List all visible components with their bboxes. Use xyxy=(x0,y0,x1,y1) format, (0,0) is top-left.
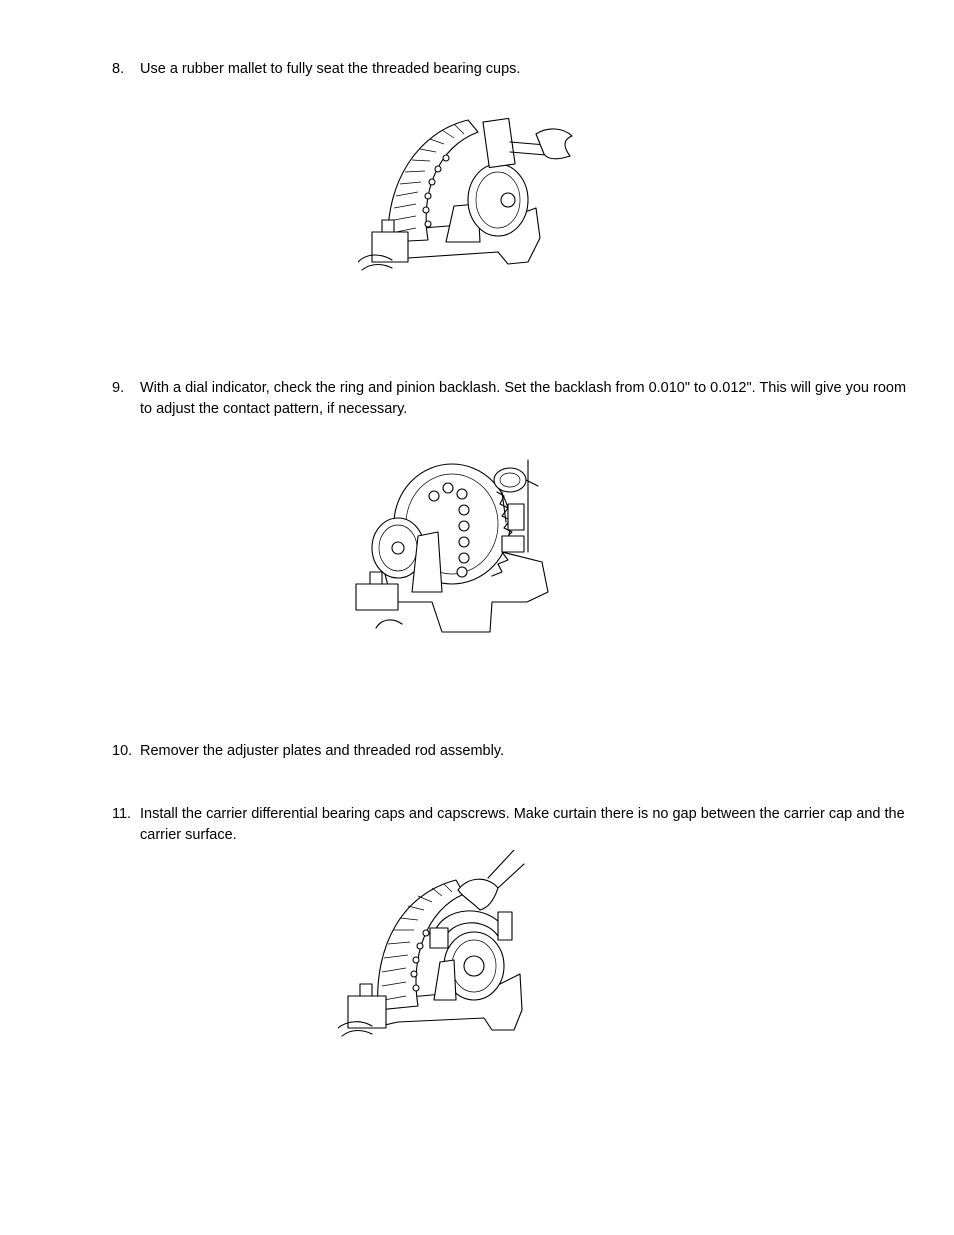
step-text: With a dial indicator, check the ring and pinion backlash. Set the backlash from 0.010" to 0.012". This will give you room to adjust the contact pattern, if necessary. xyxy=(140,380,907,417)
step-text: Use a rubber mallet to fully seat the threaded bearing cups. xyxy=(140,61,521,77)
dial-indicator-backlash-illustration xyxy=(352,452,552,638)
step-number: 10. xyxy=(112,743,133,759)
step-text: Remover the adjuster plates and threaded rod assembly. xyxy=(140,743,505,759)
step-number: 9. xyxy=(112,380,125,396)
mallet-seating-bearing-cups-illustration xyxy=(358,112,578,272)
bearing-caps-installation-illustration xyxy=(338,850,528,1040)
step-number: 8. xyxy=(112,61,125,77)
step-text: Install the carrier differential bearing caps and capscrews. Make curtain there is no gap between the carrier cap and the carrier surface. xyxy=(140,806,905,843)
step-number: 11. xyxy=(112,806,132,822)
